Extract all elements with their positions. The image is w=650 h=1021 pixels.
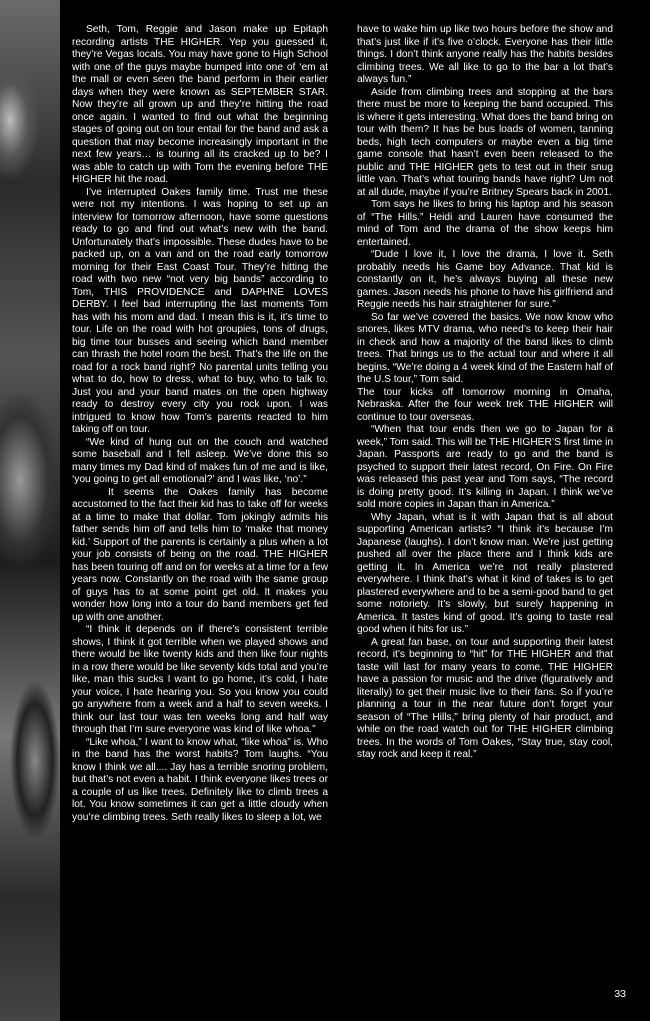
paragraph: Seth, Tom, Reggie and Jason make up Epitaph recording artists THE HIGHER. Yep you guessed it, they’re Vegas locals. You may have gone to High School with one of the guys maybe bumped into one of ‘em at the mall or even seen the band perform in their earlier days when they were known as SEPTEMBER STAR. Now they’re all grown up and they’re hitting the road once again. I wanted to find out what the beginning stages of going out on tour entail for the band and ask a question that may become increasingly important in the next few years… is touring all its cracked up to be? I was able to catch up with Tom the evening before THE HIGHER hit the road. — [72, 24, 328, 185]
article-column-left — [72, 24, 328, 824]
paragraph: “I think it depends on if there’s consistent terrible shows, I think it got terrible when we played shows and there would be like twenty kids and then like four nights in a row there would be like seventy kids total and you’re like, man this sucks I want to go home, it’s cold, I hate your voice, I hate hearing you. So you know you could go anywhere from a week and a half to seven weeks. I think our last tour was ten weeks long and half way through that I’m sure everyone was kind of like whoa.” — [72, 624, 328, 735]
paragraph: It seems the Oakes family has become accustomed to the fact their kid has to take off for weeks at a time to make that dollar. Tom jokingly admits his father sends him off and tells him to ‘make that money kid.’ Support of the parents is certainly a plus when a lot your job consists of being on the road. THE HIGHER has been touring off and on for weeks at a time for a few years now. Constantly on the road with the same group of guys has to at some point get old. It makes you wonder how long into a tour do band members get fed up with one another. — [72, 486, 328, 623]
paragraph: “We kind of hung out on the couch and watched some baseball and I fell asleep. We’ve done this so many times my Dad kind of makes fun of me and is like, ‘you going to get all emotional?’ and I was like, ‘no’.” — [72, 436, 328, 485]
paragraph: Why Japan, what is it with Japan that is all about supporting American artists? “I think it’s because I’m Japanese (laughs). I don’t know man. We’re just getting pushed all over the place there and I think kids are getting it. In America we’re not really plastered everywhere. I think that’s what it kind of takes is to get plastered everywhere and to be a semi-good band to get some notoriety. It’s slowly, but surely happening in America. It tastes kind of good. It’s going to taste real good when it hits for us.” — [357, 511, 613, 635]
page-number: 33 — [614, 988, 626, 1000]
background-photo — [0, 0, 60, 1021]
paragraph: The tour kicks off tomorrow morning in Omaha, Nebraska. After the four week trek THE HIGHER will continue to tour overseas. — [357, 386, 613, 423]
paragraph: Aside from climbing trees and stopping at the bars there must be more to keeping the band occupied. This is where it gets interesting. What does the band bring on tour with them? It has be bus loads of women, tanning beds, high tech computers or maybe even a big time game console that hasn’t even been released to the public and THE HIGHER gets to test out in their snug little van. That’s what touring bands have right? Um not at all dude, maybe if you’re Britney Spears back in 2001. — [357, 86, 613, 198]
paragraph: So far we’ve covered the basics. We now know who snores, likes MTV drama, who need’s to keep their hair in check and how a majority of the band likes to climb trees. That brings us to the actual tour and where it all begins. “We’re doing a 4 week kind of the Eastern half of the U.S tour,” Tom said. — [357, 311, 613, 385]
article-column-right — [357, 24, 613, 762]
paragraph: “Like whoa,” I want to know what, “like whoa” is. Who in the band has the worst habits? Tom laughs. “You know I think we all.... Jay has a terrible snoring problem, but that’s not even a habit. I think everyone likes trees or a couple of us like trees. Definitely like to climb trees a lot. You know sometimes it can get a little cloudy when you’re climbing trees. Seth really likes to sleep a lot, we — [72, 736, 328, 823]
paragraph: “Dude I love it, I love the drama, I love it. Seth probably needs his Game boy Advance. That kid is constantly on it, he’s always buying all these new games. Jason needs his phone to have his girlfriend and Reggie needs his hair straightener for sure.” — [357, 249, 613, 310]
paragraph: Tom says he likes to bring his laptop and his season of “The Hills.” Heidi and Lauren have consumed the mind of Tom and the drama of the show keeps him entertained. — [357, 199, 613, 248]
magazine-page — [60, 0, 650, 1021]
paragraph: “When that tour ends then we go to Japan for a week,” Tom said. This will be THE HIGHER’S first time in Japan. Passports are ready to go and the band is psyched to support their latest record, On Fire. On Fire was released this past year and Tom says, “The record is doing pretty good. It’s killing in Japan. I think we’ve sold more copies in Japan than in America.” — [357, 424, 613, 510]
paragraph: have to wake him up like two hours before the show and that’s just like if it’s five o’clock. Everyone has their little things. I don’t think anyone really has the habits besides climbing trees. We all like to go to the bar a lot that’s always fun.” — [357, 24, 613, 85]
paragraph: I’ve interrupted Oakes family time. Trust me these were not my intentions. I was hoping to set up an interview for tomorrow afternoon, have some questions ready to go and find out what’s new with the band. Unfortunately that’s impossible. These dudes have to be packed up, on a van and on the road early tomorrow morning for their East Coast Tour. They’re hitting the road with two new “not very big bands” according to Tom, THIS PROVIDENCE and DAPHNE LOVES DERBY. I feel bad interrupting the last moments Tom has with his mom and dad. I mean this is it, it’s time to tour. Life on the road with hot groupies, tons of drugs, big time tour busses and seeing which band member can thrash the hotel room the best. That’s the life on the road for a rock band right? No parental units telling you what to do, how to dress, what to buy, who to talk to. Just you and your band mates on the open highway ready to destroy every city you rock upon. I was intrigued to know how Tom’s parents reacted to him taking off on tour. — [72, 186, 328, 435]
paragraph: A great fan base, on tour and supporting their latest record, it’s beginning to “hit” for THE HIGHER and that taste will last for many years to come. THE HIGHER have a passion for music and the drive (figuratively and literally) to get their music live to their fans. So if you’re planning a tour in the near future don’t forget your season of “The Hills,” bring plenty of hair product, and while on the road watch out for THE HIGHER climbing trees. In the words of Tom Oakes, “Stay true, stay cool, stay rock and keep it real.” — [357, 636, 613, 760]
